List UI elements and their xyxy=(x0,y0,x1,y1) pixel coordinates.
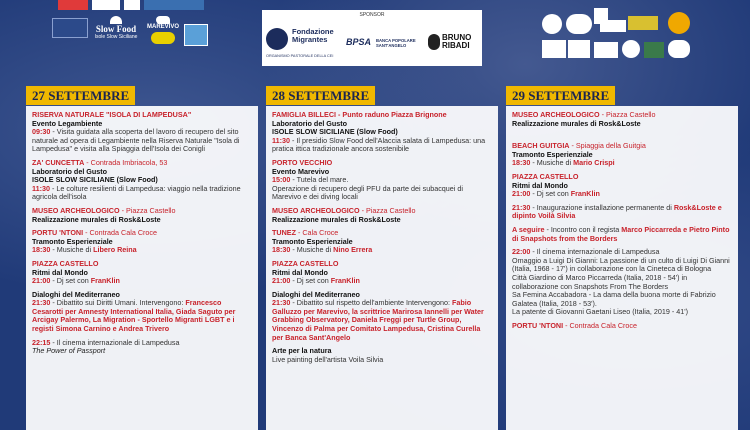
partner-seal-3 xyxy=(668,40,690,58)
event-location: PIAZZA CASTELLO xyxy=(272,258,339,268)
snail-icon xyxy=(110,16,122,24)
partner-logo-14 xyxy=(644,42,664,58)
bruno-ribadi-label: BRUNO RIBADI xyxy=(442,33,472,50)
partner-logo-6 xyxy=(184,24,208,46)
day-column-28 xyxy=(266,86,498,430)
event-item xyxy=(272,260,492,286)
partner-logo-2 xyxy=(92,0,120,10)
event-item xyxy=(32,207,252,224)
events-list xyxy=(266,106,498,430)
partner-logo-5 xyxy=(52,18,88,38)
event-description: - Visita guidata alla scoperta del lavoro di recupero del sito naturale ad opera di Legambiente nella Riserva Naturale "Isola di Lampedusa" e visita alla Spiaggia dell'Isola dei Conigli xyxy=(32,127,240,154)
event-time: A seguire xyxy=(512,224,545,234)
event-time: 11:30 xyxy=(272,135,290,145)
event-title: Ritmi dal Mondo xyxy=(32,267,88,277)
partner-logo-1 xyxy=(58,0,88,10)
day-column-27 xyxy=(26,86,258,430)
partner-seal-2 xyxy=(622,40,640,58)
marevivo-logo xyxy=(144,16,182,50)
event-subtitle: ISOLE SLOW SICILIANE (Slow Food) xyxy=(32,175,158,185)
event-location-detail: - Piazza Castello xyxy=(359,205,416,215)
event-time: 21:00 xyxy=(32,276,51,286)
event-location: PIAZZA CASTELLO xyxy=(32,258,99,268)
performer-name: Nino Errera xyxy=(333,245,373,255)
head-icon xyxy=(428,34,440,50)
event-title: Realizzazione murales di Rosk&Loste xyxy=(32,214,161,224)
event-item xyxy=(32,291,252,334)
partner-logo-9 xyxy=(600,20,626,32)
event-item xyxy=(512,173,732,199)
event-item xyxy=(32,229,252,255)
event-title: Arte per la natura xyxy=(272,346,332,356)
sponsor-strip xyxy=(262,10,482,66)
event-location: PORTU 'NTONI xyxy=(32,228,84,238)
event-title: Ritmi dal Mondo xyxy=(512,180,568,190)
event-time: 22:15 xyxy=(32,337,51,347)
event-description: - Dj set con xyxy=(530,189,571,199)
event-title: Tramonto Esperienziale xyxy=(32,236,113,246)
event-location: MUSEO ARCHEOLOGICO xyxy=(512,110,600,119)
fondazione-migrantes-logo xyxy=(266,24,344,62)
partner-logo-13 xyxy=(594,42,618,58)
event-item xyxy=(32,159,252,202)
slow-food-label: Slow Food xyxy=(95,24,137,34)
day-column-29 xyxy=(506,86,738,430)
event-time: 21:00 xyxy=(272,276,291,286)
event-title: Ritmi dal Mondo xyxy=(272,267,328,277)
speaker-list: Francesco Cesarotti per Amnesty International Italia, Giada Saguto per Arcigay Palermo, La Migration - Sportello Migranti LGBT e i registi Simona Carnino e Andrea Trivero xyxy=(32,298,236,334)
event-item xyxy=(32,339,252,356)
performer-name: FranKlin xyxy=(330,276,360,286)
dolphin-icon xyxy=(156,16,170,24)
event-description: - Il cinema internazionale di Lampedusa xyxy=(530,247,660,257)
slow-food-logo xyxy=(92,16,140,48)
partner-logo-7 xyxy=(566,14,592,34)
event-time: 21:00 xyxy=(512,189,531,199)
event-time: 21:30 xyxy=(512,202,531,212)
day-header: 27 SETTEMBRE xyxy=(26,86,135,105)
event-description: - Musiche di xyxy=(290,245,334,255)
film-entry: Città Giardino di Marco Piccarreda (Italia, 2018 - 54') in collaborazione con Snapshots From The Borders xyxy=(512,272,688,291)
event-title: Tramonto Esperienziale xyxy=(512,149,593,159)
marevivo-label: MAREVIVO xyxy=(146,24,179,30)
event-item xyxy=(272,207,492,224)
event-location: MUSEO ARCHEOLOGICO xyxy=(32,205,120,215)
bpsa-sublabel: BANCA POPOLARE SANT'ANGELO xyxy=(376,38,416,48)
event-time: 15:00 xyxy=(272,175,291,185)
event-description: - Musiche di xyxy=(530,158,574,168)
event-location: FAMIGLIA BILLECI xyxy=(272,110,337,119)
film-entry: Omaggio a Luigi Di Gianni: La passione di un culto di Luigi Di Gianni (Italia, 1968 - 17') in collaborazione con la Cineteca di Bologna xyxy=(512,255,730,274)
event-location: RISERVA NATURALE "ISOLA DI LAMPEDUSA" xyxy=(32,110,192,119)
event-time: 21:30 xyxy=(32,298,51,308)
event-location-detail: - Piazza Castello xyxy=(599,110,656,119)
events-list xyxy=(506,106,738,430)
bruno-ribadi-logo xyxy=(428,32,480,54)
event-title: Laboratorio del Gusto xyxy=(272,118,348,128)
event-time: 09:30 xyxy=(32,127,51,137)
event-location-detail: - Contrada Imbriacola, 53 xyxy=(84,157,168,167)
event-title: Dialoghi del Mediterraneo xyxy=(272,289,360,299)
event-location-detail: - Cala Croce xyxy=(295,228,339,238)
event-description: - Dj set con xyxy=(50,276,91,286)
event-location: TUNEZ xyxy=(272,228,296,238)
event-description: - Incontro con il regista xyxy=(544,224,622,234)
slow-food-sublabel: Isole Slow Siciliane xyxy=(94,34,138,40)
event-location: PORTO VECCHIO xyxy=(272,157,333,167)
event-time: 21:30 xyxy=(272,298,291,308)
speaker-list: Fabio Galluzzo per Marevivo, la scrittrice Marirosa Iannelli per Water Grabbing Observatory, Daniela Freggi per Turtle Group, Vincenzo di Palma per Comitato Lampedusa, Cristina Curella per Banca Sant'Angelo xyxy=(272,298,484,342)
event-time: 11:30 xyxy=(32,183,50,193)
event-location: PIAZZA CASTELLO xyxy=(512,171,579,181)
event-time: 22:00 xyxy=(512,247,531,257)
film-title: The Power of Passport xyxy=(32,346,106,356)
event-location: PORTU 'NTONI xyxy=(512,320,564,330)
event-description: - Il presidio Slow Food dell'Alaccia salata di Lampedusa: una pratica ittica tradizionale ancora sostenibile xyxy=(272,135,486,154)
event-item xyxy=(512,111,732,128)
event-time: 18:30 xyxy=(32,245,51,255)
event-item xyxy=(32,111,252,154)
day-header: 29 SETTEMBRE xyxy=(506,86,615,105)
event-description: - Il cinema internazionale di Lampedusa xyxy=(50,337,180,347)
event-location-detail: - Punto raduno Piazza Brignone xyxy=(336,110,447,119)
event-title: Realizzazione murales di Rosk&Loste xyxy=(272,214,401,224)
sponsor-label: SPONSOR xyxy=(359,12,385,18)
partner-logo-12 xyxy=(568,40,590,58)
event-item xyxy=(512,142,732,168)
event-title: Dialoghi del Mediterraneo xyxy=(32,289,120,299)
event-title: Realizzazione murales di Rosk&Loste xyxy=(512,118,641,128)
performer-name: FranKlin xyxy=(570,189,600,199)
events-list xyxy=(26,106,258,430)
day-header: 28 SETTEMBRE xyxy=(266,86,375,105)
event-description: - Dibattito sui Diritti Umani. Intervengono: xyxy=(50,298,186,308)
event-item xyxy=(272,229,492,255)
event-item xyxy=(512,248,732,317)
event-description: - Dibattito sul rispetto dell'ambiente Intervengono: xyxy=(290,298,452,308)
sun-icon xyxy=(668,12,690,34)
fondazione-label: Fondazione Migrantes xyxy=(292,27,334,44)
event-title: Tramonto Esperienziale xyxy=(272,236,353,246)
event-location-detail: - Piazza Castello xyxy=(119,205,176,215)
event-subtitle: ISOLE SLOW SICILIANE (Slow Food) xyxy=(272,127,398,137)
marevivo-badge-icon xyxy=(151,32,175,44)
partner-logo-10 xyxy=(628,16,658,30)
event-description: Live painting dell'artista Voila Silvia xyxy=(272,354,384,364)
event-item xyxy=(512,226,732,243)
event-location-detail: - Spiaggia della Guitgia xyxy=(569,141,646,151)
film-entry: La patente di Giovanni Gaetani Liseo (Italia, 2019 - 41') xyxy=(512,307,688,317)
performer-name: FranKlin xyxy=(90,276,120,286)
artist-names: Rosk&Loste e dipinto Voilà Silvia xyxy=(512,202,722,221)
performer-name: Mario Crispi xyxy=(573,158,615,168)
event-description-detail: Operazione di recupero degli PFU da parte dei subacquei di Marevivo e dei diving locali xyxy=(272,183,463,202)
event-item xyxy=(272,347,492,364)
event-location-detail: - Contrada Cala Croce xyxy=(563,320,637,330)
event-item xyxy=(272,291,492,343)
bpsa-logo xyxy=(346,34,426,52)
event-title: Evento Legambiente xyxy=(32,118,103,128)
event-item xyxy=(512,322,732,331)
event-description: - Le colture resilienti di Lampedusa: viaggio nella tradizione agricola dell'isola xyxy=(32,183,241,202)
event-title: Evento Marevivo xyxy=(272,166,330,176)
top-logo-band xyxy=(0,0,750,76)
event-location: BEACH GUITGIA xyxy=(512,141,570,151)
event-title: Laboratorio del Gusto xyxy=(32,166,108,176)
event-location: MUSEO ARCHEOLOGICO xyxy=(272,205,360,215)
event-time: 18:30 xyxy=(272,245,291,255)
event-description: - Inaugurazione installazione permanente di xyxy=(530,202,674,212)
partner-logo-4 xyxy=(144,0,204,10)
event-description: - Dj set con xyxy=(290,276,331,286)
partner-logo-11 xyxy=(542,40,566,58)
guest-names: Marco Piccarreda e Pietro Pinto di Snapshots from the Borders xyxy=(512,224,730,243)
event-item xyxy=(272,159,492,202)
event-description: - Musiche di xyxy=(50,245,94,255)
event-time: 18:30 xyxy=(512,158,531,168)
globe-icon xyxy=(266,28,288,50)
event-item xyxy=(512,204,732,221)
bpsa-mark: BPSA xyxy=(346,37,372,47)
fondazione-sublabel: ORGANISMO PASTORALE DELLA CEI xyxy=(266,54,334,58)
event-location-detail: - Contrada Cala Croce xyxy=(83,228,157,238)
right-partner-logos xyxy=(538,8,698,66)
event-location: ZA' CUNCETTA xyxy=(32,157,85,167)
performer-name: Libero Reina xyxy=(93,245,137,255)
film-entry: Sa Femina Accabadora - La dama della buona morte di Fabrizio Galatea (Italia, 2018 - 53'). xyxy=(512,290,716,308)
event-item xyxy=(272,111,492,154)
partner-seal-1 xyxy=(542,14,562,34)
event-item xyxy=(32,260,252,286)
partner-logo-3 xyxy=(124,0,140,10)
event-description: - Tutela del mare. xyxy=(290,175,349,185)
